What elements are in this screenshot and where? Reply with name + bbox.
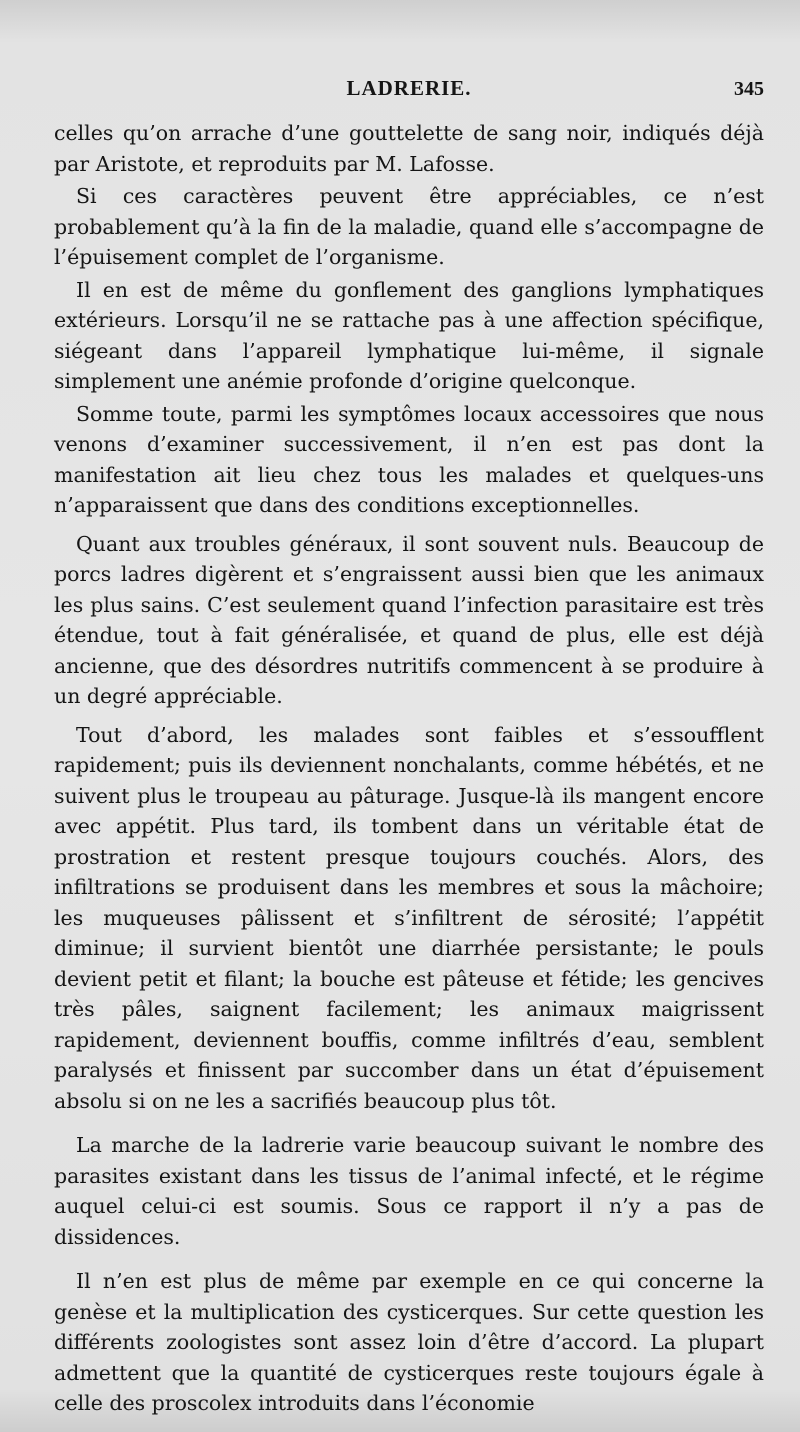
paragraph-4: Somme toute, parmi les symptômes locaux accessoires que nous venons d’examiner successivement, il n’en est pas dont la manifestation ait lieu chez tous les malades et quelques-uns n’apparaissent que dans des conditions exceptionnelles.	[54, 401, 764, 517]
paragraph-3: Il en est de même du gonflement des ganglions lymphatiques extérieurs. Lorsqu’il ne se rattache pas à une affection spécifique, siégeant dans l’appareil lymphatique lui-même, il signale simplement une anémie profonde d’origine quelconque.	[54, 277, 764, 393]
page-number: 345	[734, 78, 764, 100]
paragraph-6: Tout d’abord, les malades sont faibles et s’essoufflent rapidement; puis ils deviennent nonchalants, comme hébétés, et ne suivent plus le troupeau au pâturage. Jusque-là ils mangent encore avec appétit. Plus tard, ils tombent dans un véritable état de prostration et restent presque toujours couchés. Alors, des infiltrations se produisent dans les membres et sous la mâchoire; les muqueuses pâlissent et s’infiltrent de sérosité; l’appétit diminue; il survient bientôt une diarrhée persistante; le pouls devient petit et filant; la bouche est pâteuse et fétide; les gencives très pâles, saignent facilement; les animaux maigrissent rapidement, deviennent bouffis, comme infiltrés d’eau, semblent paralysés et finissent par succomber dans un état d’épuisement absolu si on ne les a sacrifiés beaucoup plus tôt.	[54, 722, 764, 1113]
body-text	[54, 118, 764, 1419]
page-header	[54, 72, 764, 108]
running-head: LADRERIE.	[346, 76, 472, 100]
paragraph-2: Si ces caractères peuvent être appréciables, ce n’est probablement qu’à la fin de la maladie, quand elle s’accompagne de l’épuisement complet de l’organisme.	[54, 184, 764, 269]
paragraph-7: La marche de la ladrerie varie beaucoup suivant le nombre des parasites existant dans les tissus de l’animal infecté, et le régime auquel celui-ci est soumis. Sous ce rapport il n’y a pas de dissidences.	[54, 1133, 764, 1249]
paragraph-5: Quant aux troubles généraux, il sont souvent nuls. Beaucoup de porcs ladres digèrent et s’engraissent aussi bien que les animaux les plus sains. C’est seulement quand l’infection parasitaire est très étendue, tout à fait généralisée, et quand de plus, elle est déjà ancienne, que des désordres nutritifs commencent à se produire à un degré appréciable.	[54, 531, 764, 708]
paragraph-8: Il n’en est plus de même par exemple en ce qui concerne la genèse et la multiplication des cysticerques. Sur cette question les différents zoologistes sont assez loin d’être d’accord. La plupart admettent que la quantité de cysticerques reste toujours égale à celle des proscolex introduits dans l’économie	[54, 1269, 764, 1415]
paragraph-1: celles qu’on arrache d’une gouttelette de sang noir, indiqués déjà par Aristote, et reproduits par M. Lafosse.	[54, 121, 764, 176]
